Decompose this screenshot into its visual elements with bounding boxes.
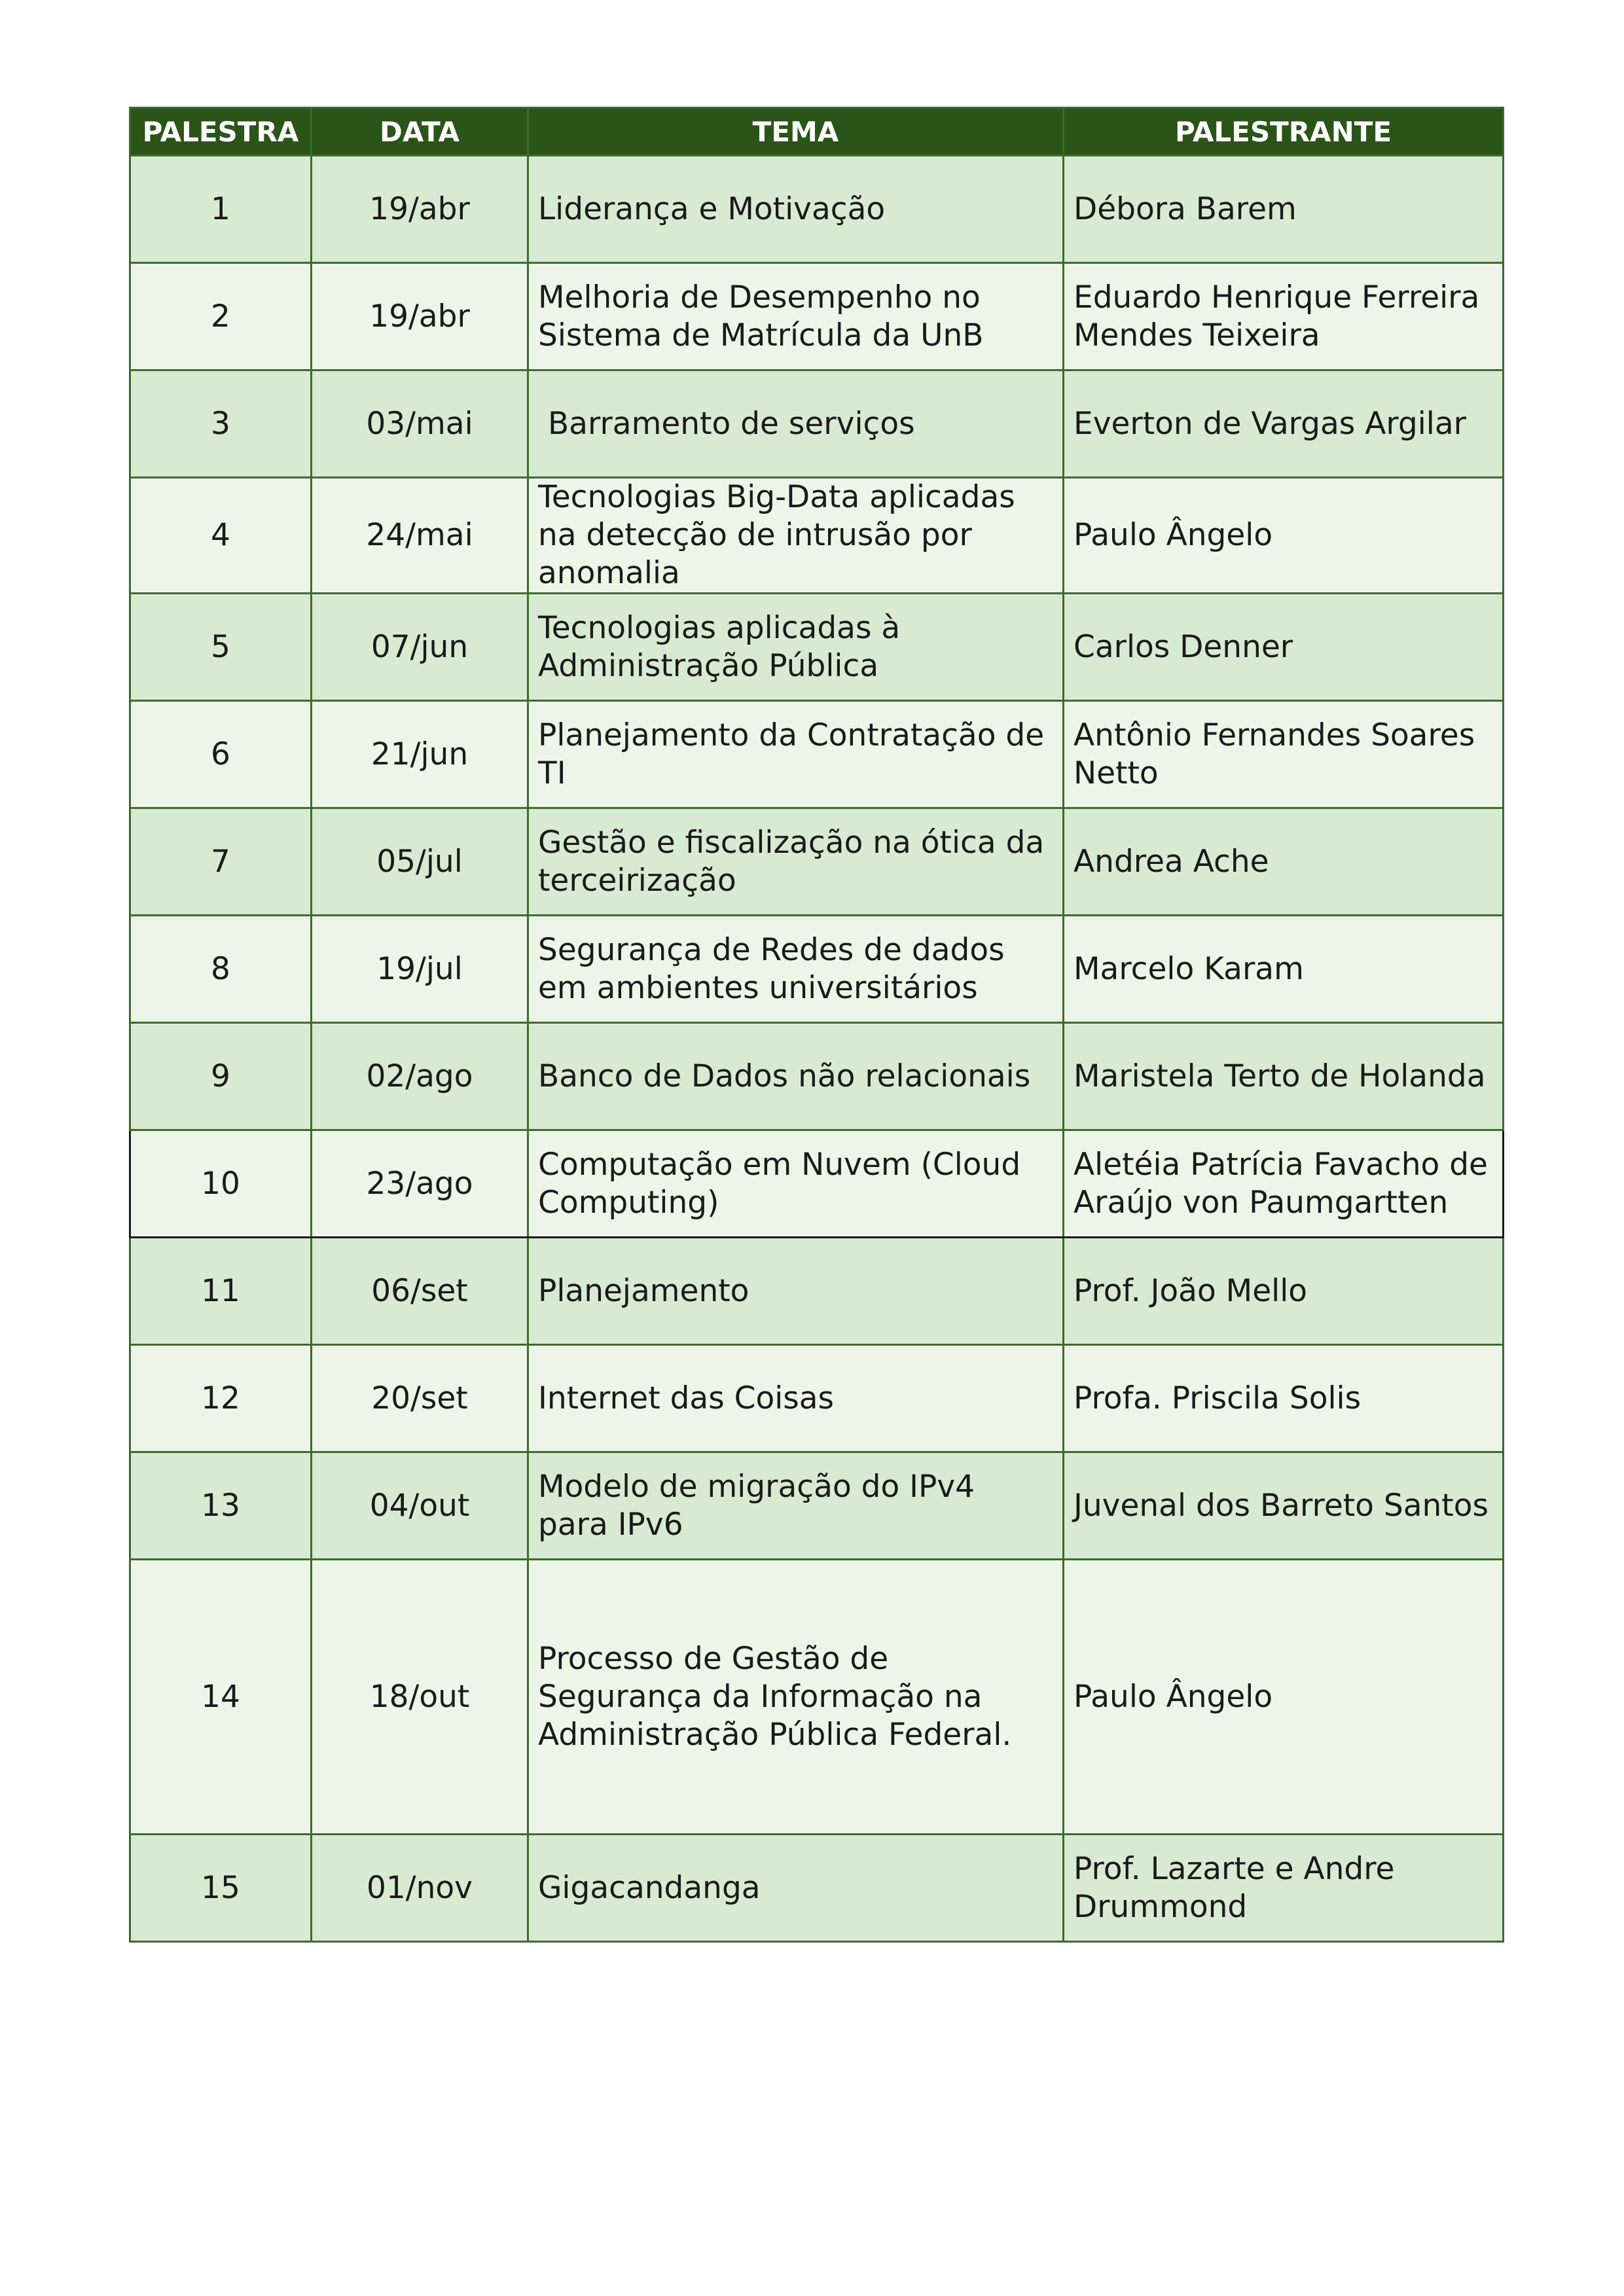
- table-row: [130, 1835, 1504, 1942]
- table-row: [130, 156, 1504, 263]
- palestra-date: 03/mai: [312, 370, 528, 478]
- palestra-number: 14: [130, 1560, 312, 1835]
- palestra-tema: Melhoria de Desempenho no Sistema de Matrícula da UnB: [528, 263, 1064, 370]
- palestra-palestrante: Profa. Priscila Solis: [1064, 1345, 1504, 1452]
- palestra-number: 6: [130, 701, 312, 808]
- table-row: [130, 1345, 1504, 1452]
- palestra-date: 19/jul: [312, 916, 528, 1023]
- palestra-number: 1: [130, 156, 312, 263]
- palestra-tema: Planejamento da Contratação de TI: [528, 701, 1064, 808]
- palestra-date: 18/out: [312, 1560, 528, 1835]
- palestra-number: 8: [130, 916, 312, 1023]
- table-row: [130, 1130, 1504, 1238]
- header-palestrante: PALESTRANTE: [1064, 108, 1504, 156]
- palestra-palestrante: Antônio Fernandes Soares Netto: [1064, 701, 1504, 808]
- palestra-number: 2: [130, 263, 312, 370]
- palestra-date: 19/abr: [312, 263, 528, 370]
- palestra-date: 01/nov: [312, 1835, 528, 1942]
- palestra-number: 10: [130, 1130, 312, 1238]
- palestra-palestrante: Prof. João Mello: [1064, 1238, 1504, 1345]
- palestra-palestrante: Eduardo Henrique Ferreira Mendes Teixeira: [1064, 263, 1504, 370]
- table-row: [130, 1023, 1504, 1130]
- table-row: [130, 370, 1504, 478]
- palestra-tema: Banco de Dados não relacionais: [528, 1023, 1064, 1130]
- table-row: [130, 1238, 1504, 1345]
- table-row: [130, 1560, 1504, 1835]
- palestra-palestrante: Paulo Ângelo: [1064, 1560, 1504, 1835]
- header-row: [130, 108, 1504, 156]
- palestra-number: 11: [130, 1238, 312, 1345]
- palestra-date: 23/ago: [312, 1130, 528, 1238]
- palestra-date: 19/abr: [312, 156, 528, 263]
- palestra-tema: Gestão e fiscalização na ótica da terceirização: [528, 808, 1064, 916]
- palestra-palestrante: Everton de Vargas Argilar: [1064, 370, 1504, 478]
- palestra-tema: Liderança e Motivação: [528, 156, 1064, 263]
- table-row: [130, 808, 1504, 916]
- palestra-number: 9: [130, 1023, 312, 1130]
- palestra-number: 3: [130, 370, 312, 478]
- palestra-date: 04/out: [312, 1452, 528, 1560]
- palestra-tema: Modelo de migração do IPv4 para IPv6: [528, 1452, 1064, 1560]
- palestra-tema: Barramento de serviços: [528, 370, 1064, 478]
- palestra-tema: Planejamento: [528, 1238, 1064, 1345]
- palestra-palestrante: Aletéia Patrícia Favacho de Araújo von Paumgartten: [1064, 1130, 1504, 1238]
- palestra-palestrante: Prof. Lazarte e Andre Drummond: [1064, 1835, 1504, 1942]
- palestra-number: 15: [130, 1835, 312, 1942]
- palestra-number: 5: [130, 594, 312, 701]
- palestra-date: 06/set: [312, 1238, 528, 1345]
- palestra-palestrante: Débora Barem: [1064, 156, 1504, 263]
- palestra-number: 13: [130, 1452, 312, 1560]
- palestra-palestrante: Andrea Ache: [1064, 808, 1504, 916]
- table-row: [130, 701, 1504, 808]
- header-palestra: PALESTRA: [130, 108, 312, 156]
- palestra-tema: Tecnologias Big-Data aplicadas na detecção de intrusão por anomalia: [528, 478, 1064, 594]
- palestra-date: 02/ago: [312, 1023, 528, 1130]
- palestra-tema: Tecnologias aplicadas à Administração Pública: [528, 594, 1064, 701]
- header-data: DATA: [312, 108, 528, 156]
- palestra-date: 21/jun: [312, 701, 528, 808]
- lecture-schedule-table: [129, 107, 1504, 1943]
- table-row: [130, 594, 1504, 701]
- palestra-tema: Processo de Gestão de Segurança da Informação na Administração Pública Federal.: [528, 1560, 1064, 1835]
- palestra-number: 4: [130, 478, 312, 594]
- palestra-palestrante: Juvenal dos Barreto Santos: [1064, 1452, 1504, 1560]
- table-row: [130, 916, 1504, 1023]
- table-row: [130, 1452, 1504, 1560]
- palestra-palestrante: Maristela Terto de Holanda: [1064, 1023, 1504, 1130]
- palestra-tema: Internet das Coisas: [528, 1345, 1064, 1452]
- palestra-palestrante: Marcelo Karam: [1064, 916, 1504, 1023]
- palestra-number: 7: [130, 808, 312, 916]
- header-tema: TEMA: [528, 108, 1064, 156]
- palestra-palestrante: Paulo Ângelo: [1064, 478, 1504, 594]
- palestra-date: 07/jun: [312, 594, 528, 701]
- palestra-tema: Segurança de Redes de dados em ambientes universitários: [528, 916, 1064, 1023]
- palestra-palestrante: Carlos Denner: [1064, 594, 1504, 701]
- palestra-date: 20/set: [312, 1345, 528, 1452]
- table-row: [130, 478, 1504, 594]
- palestra-date: 05/jul: [312, 808, 528, 916]
- palestra-number: 12: [130, 1345, 312, 1452]
- table-row: [130, 263, 1504, 370]
- palestra-tema: Computação em Nuvem (Cloud Computing): [528, 1130, 1064, 1238]
- palestra-tema: Gigacandanga: [528, 1835, 1064, 1942]
- palestra-date: 24/mai: [312, 478, 528, 594]
